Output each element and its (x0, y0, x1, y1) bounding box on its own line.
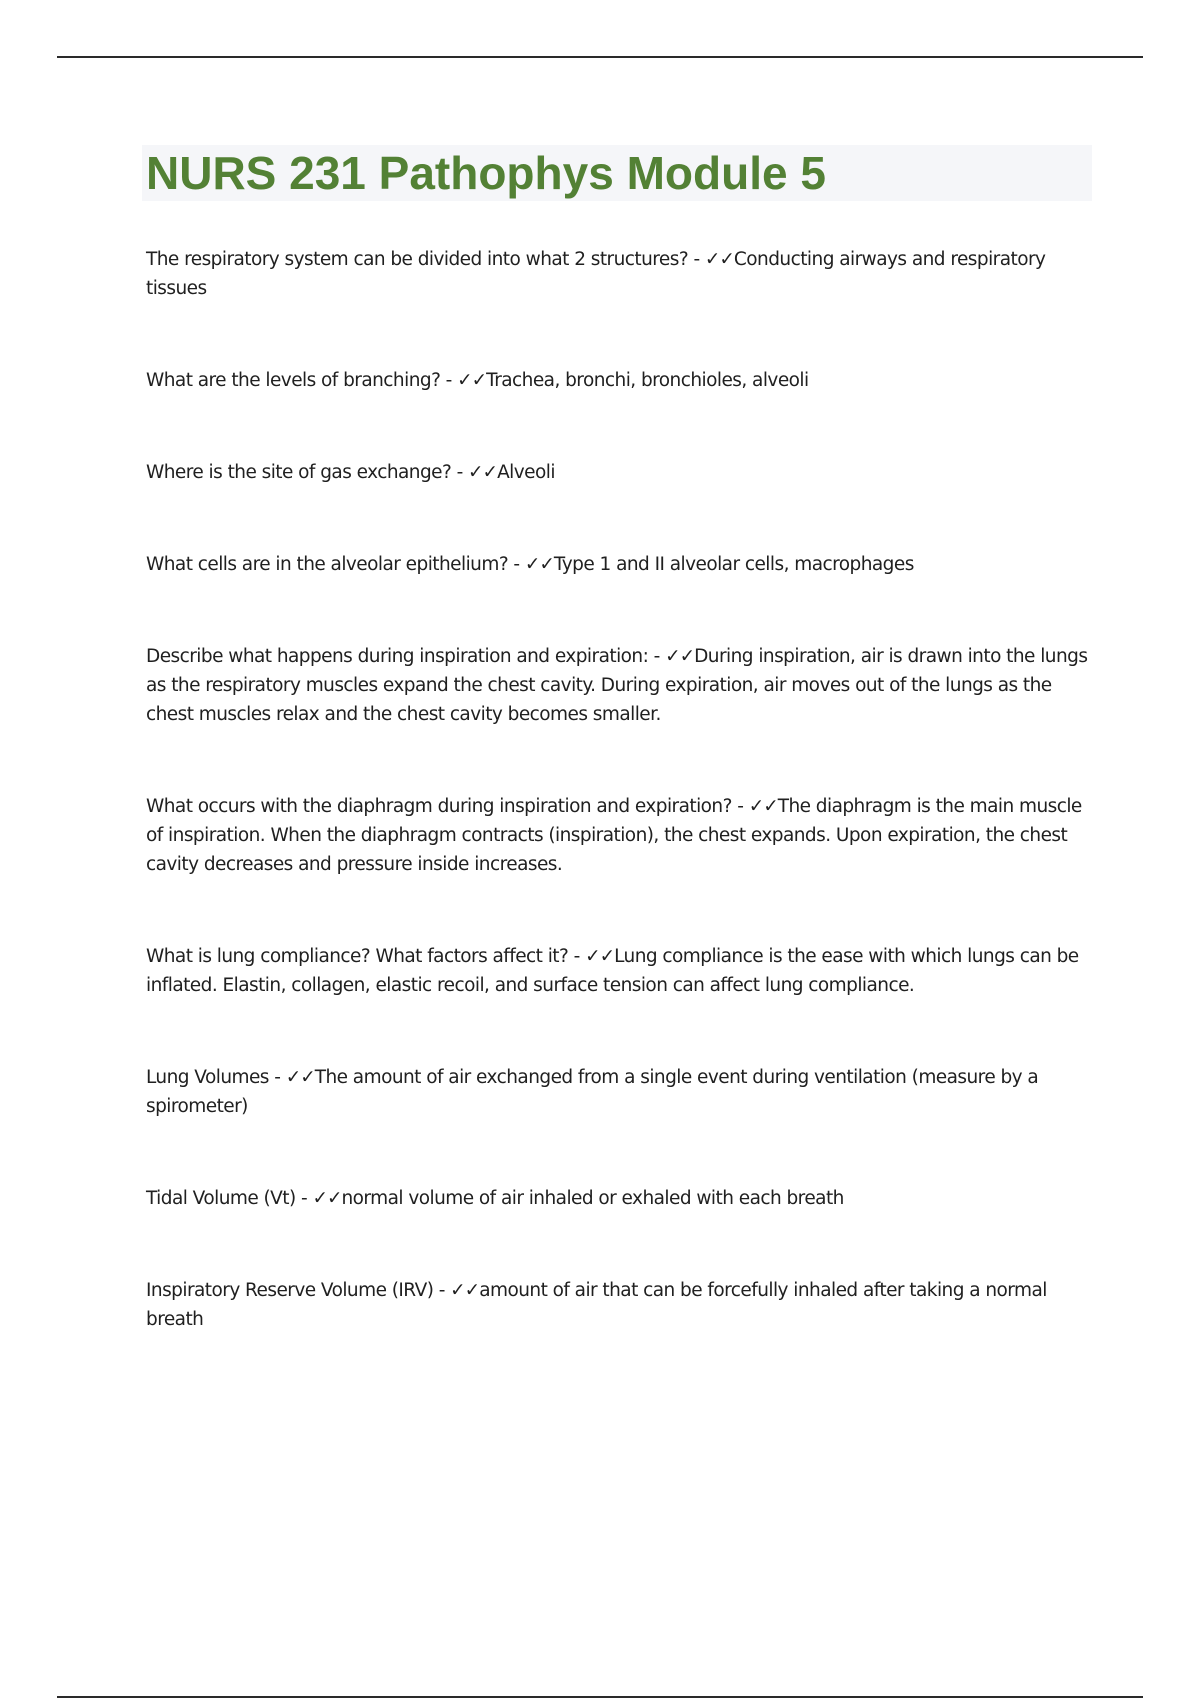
qa-separator: - (451, 462, 469, 483)
qa-item (146, 458, 1092, 487)
qa-item (146, 366, 1092, 395)
qa-separator: - (433, 1280, 451, 1301)
qa-item (146, 1063, 1092, 1121)
qa-question: What cells are in the alveolar epithelium? (146, 554, 509, 575)
qa-question: What occurs with the diaphragm during inspiration and expiration? (146, 796, 732, 817)
qa-item (146, 245, 1092, 303)
double-check-icon: ✓✓ (285, 1067, 315, 1088)
qa-separator: - (268, 1067, 286, 1088)
qa-question: Where is the site of gas exchange? (146, 462, 452, 483)
qa-separator: - (295, 1188, 313, 1209)
qa-answer: normal volume of air inhaled or exhaled with each breath (341, 1188, 844, 1209)
double-check-icon: ✓✓ (585, 946, 615, 967)
qa-separator: - (440, 370, 458, 391)
qa-answer: The diaphragm is the main muscle of inspiration. When the diaphragm contracts (inspiration), the chest expands. Upon expiration, the chest cavity decreases and pressure inside increases. (146, 796, 1082, 875)
qa-item (146, 642, 1092, 729)
footer-rule (57, 1696, 1143, 1698)
qa-question: Tidal Volume (Vt) (146, 1188, 296, 1209)
qa-item (146, 1184, 1092, 1213)
qa-question: Inspiratory Reserve Volume (IRV) (146, 1280, 434, 1301)
qa-answer: Lung compliance is the ease with which lungs can be inflated. Elastin, collagen, elastic recoil, and surface tension can affect lung compliance. (146, 946, 1079, 996)
double-check-icon: ✓✓ (450, 1280, 480, 1301)
qa-separator: - (731, 796, 749, 817)
qa-question: Lung Volumes (146, 1067, 269, 1088)
double-check-icon: ✓✓ (312, 1188, 342, 1209)
qa-answer: amount of air that can be forcefully inhaled after taking a normal breath (146, 1280, 1047, 1330)
double-check-icon: ✓✓ (468, 462, 498, 483)
double-check-icon: ✓✓ (665, 646, 695, 667)
double-check-icon: ✓✓ (704, 249, 734, 270)
double-check-icon: ✓✓ (457, 370, 487, 391)
qa-item (146, 1276, 1092, 1334)
qa-separator: - (508, 554, 525, 575)
double-check-icon: ✓✓ (748, 796, 778, 817)
qa-item (146, 942, 1092, 1000)
qa-answer: Trachea, bronchi, bronchioles, alveoli (486, 370, 809, 391)
qa-item (146, 550, 1092, 579)
qa-answer: Conducting airways and respiratory tissues (146, 249, 1046, 299)
qa-separator: - (568, 946, 586, 967)
qa-question: What are the levels of branching? (146, 370, 441, 391)
qa-item (146, 792, 1092, 879)
qa-answer: During inspiration, air is drawn into the lungs as the respiratory muscles expand the chest cavity. During expiration, air moves out of the lungs as the chest muscles relax and the chest cavity becomes smaller. (146, 646, 1088, 725)
qa-answer: Type 1 and II alveolar cells, macrophages (553, 554, 914, 575)
qa-separator: - (648, 646, 666, 667)
double-check-icon: ✓✓ (524, 554, 554, 575)
header-rule (57, 56, 1143, 58)
qa-answer: The amount of air exchanged from a single event during ventilation (measure by a spirometer) (146, 1067, 1039, 1117)
qa-list (146, 245, 1092, 1397)
qa-separator: - (688, 249, 705, 270)
qa-question: Describe what happens during inspiration and expiration: (146, 646, 649, 667)
qa-question: The respiratory system can be divided into what 2 structures? (146, 249, 689, 270)
document-title: NURS 231 Pathophys Module 5 (146, 147, 826, 199)
qa-answer: Alveoli (497, 462, 555, 483)
qa-question: What is lung compliance? What factors affect it? (146, 946, 569, 967)
